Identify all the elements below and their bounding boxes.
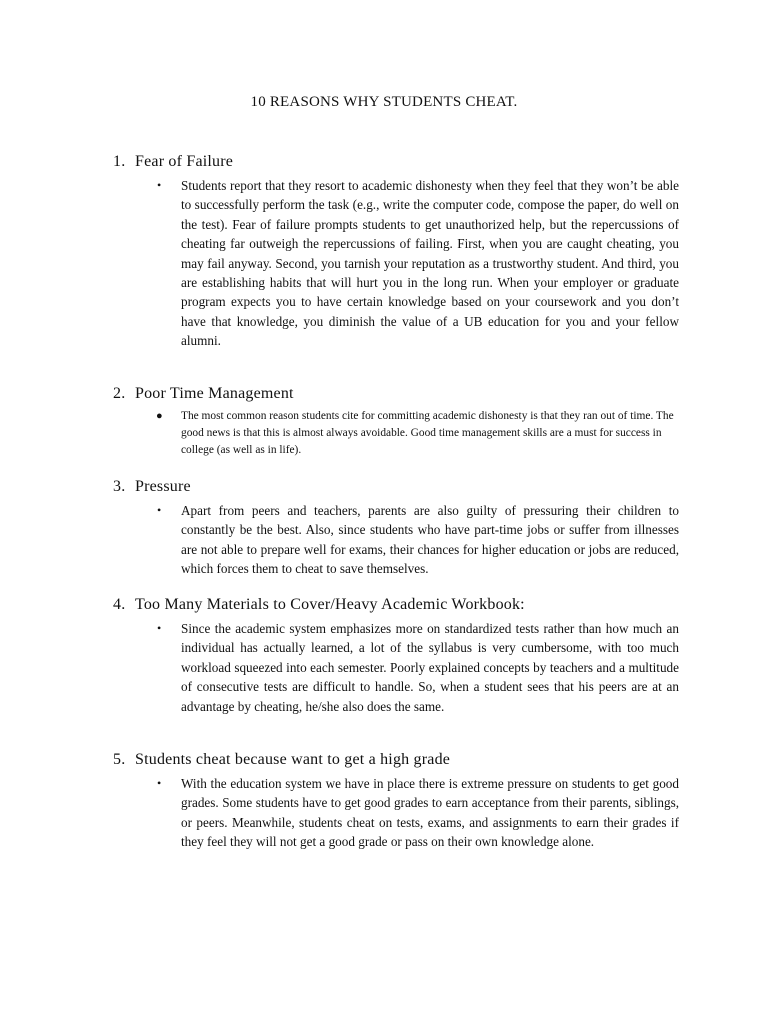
bullet-text: Since the academic system emphasizes more on standardized tests rather than how much an individual has actually learned, a lot of the syllabus is very cumbersome, with too much workload squeezed into each semester. Poorly explained concepts by teachers and a multitude of consecutive tests are difficult to handle. So, when a student sees that his peers are at an advantage by cheating, he/she also does the same. [181, 621, 679, 714]
section-pressure [113, 477, 679, 579]
bullet-text: Students report that they resort to academic dishonesty when they feel that they won’t be able to successfully perform the task (e.g., write the computer code, compose the paper, do well on the test). Fear of failure prompts students to get unauthorized help, but the repercussions of cheating far outweigh the repercussions of failing. First, when you are caught cheating, you may fail anyway. Second, you tarnish your reputation as a trustworthy student. And third, you are establishing habits that will hurt you in the long run. When your employer or graduate program expects you to have certain knowledge based on your coursework and you don’t have that knowledge, you diminish the value of a UB education for you and your fellow alumni. [181, 178, 679, 349]
section-poor-time-management [113, 384, 679, 460]
section-heading [113, 152, 679, 172]
list-item [113, 774, 679, 852]
bullet-text: With the education system we have in place there is extreme pressure on students to get good grades. Some students have to get good grades to earn acceptance from their parents, siblings, or peers. Meanwhile, students cheat on tests, exams, and assignments to earn their grades if they feel they will not get a good grade or pass on their own knowledge alone. [181, 776, 679, 850]
section-fear-of-failure [113, 152, 679, 351]
section-high-grade [113, 750, 679, 852]
bullet-icon: • [157, 178, 162, 192]
section-heading [113, 750, 679, 770]
section-title: Fear of Failure [135, 153, 234, 170]
bullet-text: Apart from peers and teachers, parents are also guilty of pressuring their children to constantly be the best. Also, since students who have part-time jobs or suffer from illnesses are not able to prepare well for exams, their chances for higher education or jobs are reduced, which forces them to cheat to save themselves. [181, 503, 679, 577]
section-heading [113, 384, 679, 404]
bullet-icon: • [157, 503, 162, 517]
section-title: Too Many Materials to Cover/Heavy Academic Workbook: [135, 596, 525, 613]
section-heading [113, 595, 679, 615]
section-number: 3. [113, 478, 126, 495]
section-title: Students cheat because want to get a high grade [135, 751, 451, 768]
list-item [113, 619, 679, 716]
section-number: 5. [113, 751, 126, 768]
section-number: 4. [113, 596, 126, 613]
list-item [113, 501, 679, 579]
section-heading [113, 477, 679, 497]
section-title: Pressure [135, 478, 191, 495]
list-item [113, 176, 679, 351]
document-title: 10 REASONS WHY STUDENTS CHEAT. [250, 94, 518, 110]
bullet-icon: ● [156, 410, 163, 422]
list-item [113, 408, 679, 460]
section-too-many-materials [113, 595, 679, 716]
section-number: 2. [113, 385, 126, 402]
bullet-icon: • [157, 776, 162, 790]
section-number: 1. [113, 153, 126, 170]
section-title: Poor Time Management [135, 385, 294, 402]
bullet-text: The most common reason students cite for committing academic dishonesty is that they ran out of time. The good news is that this is almost always avoidable. Good time management skills are a must for success in college (as well as in life). [181, 410, 674, 457]
bullet-icon: • [157, 621, 162, 635]
